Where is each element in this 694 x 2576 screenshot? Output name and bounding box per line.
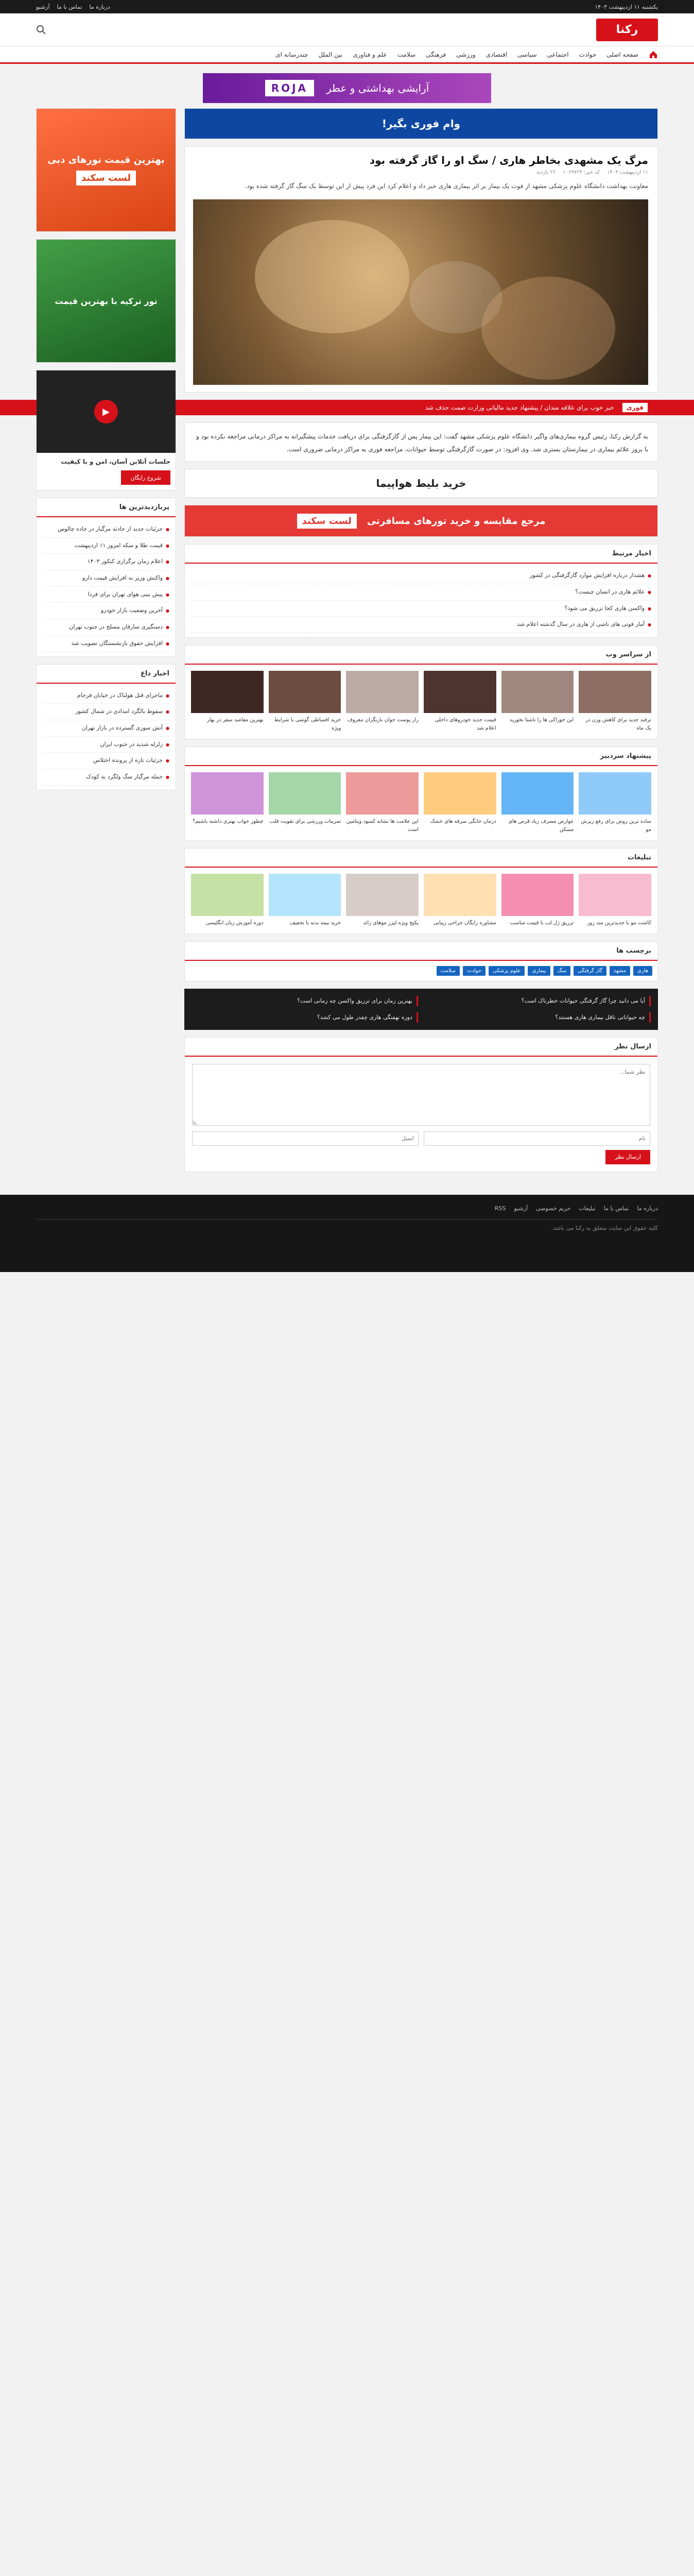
nav-item-politics[interactable]: سیاسی — [517, 50, 537, 58]
tag-item[interactable]: حوادث — [463, 966, 485, 976]
sidebar-tour-ad-brand: لست سکند — [76, 171, 136, 185]
nav-item-home[interactable]: صفحه اصلی — [606, 50, 638, 58]
main-column — [184, 108, 658, 1179]
list-item[interactable]: ● ماجرای قتل هولناک در خیابان فرجام — [43, 688, 169, 704]
home-icon[interactable] — [649, 50, 658, 59]
grid-item[interactable] — [424, 772, 496, 834]
page-container — [36, 108, 658, 1179]
grid-item[interactable] — [579, 772, 651, 834]
grid-item[interactable] — [579, 874, 651, 927]
grid-item-text: پکیج ویژه لیزر موهای زائد — [363, 920, 419, 926]
list-item[interactable]: ● افزایش حقوق بازنشستگان تصویب شد — [43, 636, 169, 652]
tag-item[interactable]: بیماری — [528, 966, 550, 976]
top-news-title — [37, 665, 176, 684]
grid-item-text: درمان خانگی سرفه های خشک — [430, 818, 496, 824]
grid1-title — [185, 646, 657, 665]
article-body-text: به گزارش رکنا، رئیس گروه بیماری‌های واگیر دانشگاه علوم پزشکی مشهد گفت: این بیمار پس از گازگرفتگی برای دریافت خدمات پیشگیرانه به مراکز درمانی مراجعه نکرده بود و با بروز علائم بیماری در بیمارستان بستری شد. وی افزود: در صورت گازگرفتگی توسط حیوانات، مراجعه فوری به مراکز درمانی ضروری است. — [196, 432, 648, 453]
grid2-title — [185, 747, 657, 766]
grid-item[interactable] — [269, 671, 341, 733]
quiz-item[interactable]: بهترین زمان برای تزریق واکسن چه زمانی است؟ — [192, 996, 418, 1006]
sidebar-tour-ad-text: بهترین قیمت تورهای دبی — [47, 155, 165, 165]
grid-item[interactable] — [579, 671, 651, 733]
list-item[interactable]: ● سقوط بالگرد امدادی در شمال کشور — [43, 704, 169, 720]
flight-ad-text: خرید بلیط هواپیما — [376, 477, 466, 490]
grid-item[interactable] — [191, 874, 264, 927]
nav-item-social[interactable]: اجتماعی — [547, 50, 569, 58]
grid-item[interactable] — [346, 671, 419, 733]
top-link-about[interactable]: درباره ما — [89, 3, 110, 10]
grid-item[interactable] — [191, 671, 264, 733]
related-news — [184, 544, 658, 638]
tags-title — [185, 942, 657, 961]
list-item[interactable]: ● اعلام زمان برگزاری کنکور ۱۴۰۳ — [43, 554, 169, 570]
grid-thumb — [346, 671, 419, 713]
grid-item[interactable] — [501, 874, 574, 927]
grid3-title-text: تبلیغات — [627, 853, 651, 861]
related-title-text: اخبار مرتبط — [612, 550, 651, 558]
article-title: مرگ یک مشهدی بخاطر هاری / سگ او را گاز گرفته بود — [369, 154, 648, 166]
grid-item-text: ترفند جدید برای کاهش وزن در یک ماه — [585, 717, 651, 731]
grid-section-1 — [184, 645, 658, 739]
article-code: کد خبر: ۱۰۶۹۷۲۳ — [563, 170, 600, 175]
top-news-title-text: اخبار داغ — [140, 669, 169, 677]
grid-item-text: این علامت ها نشانه کمبود ویتامین است — [346, 818, 419, 833]
grid-thumb — [191, 874, 264, 916]
list-item[interactable]: ● آخرین وضعیت بازار خودرو — [43, 603, 169, 619]
quiz-item[interactable]: چه حیواناتی ناقل بیماری هاری هستند؟ — [424, 1012, 651, 1023]
tags-section — [184, 941, 658, 981]
footer-link[interactable]: تماس با ما — [603, 1205, 629, 1212]
tags-title-text: برچسب ها — [616, 946, 651, 955]
comment-submit-button[interactable]: ارسال نظر — [605, 1150, 650, 1164]
grid-section-3 — [184, 848, 658, 934]
comment-section — [184, 1037, 658, 1172]
grid-item[interactable] — [501, 671, 574, 733]
quiz-box — [184, 989, 658, 1030]
most-viewed-title — [37, 498, 176, 517]
grid-item-text: مشاوره رایگان جراحی زیبایی — [433, 920, 496, 926]
grid-item-text: دوره آموزش زبان انگلیسی — [205, 920, 264, 926]
related-list — [185, 564, 657, 637]
list-item[interactable]: ● آمار فوتی های ناشی از هاری در سال گذشته اعلام شد — [191, 617, 651, 633]
nav-item-economy[interactable]: اقتصادی — [485, 50, 508, 58]
nav-item-multimedia[interactable]: چندرسانه ای — [275, 50, 308, 58]
list-item[interactable]: ● هشدار درباره افزایش موارد گازگرفتگی در کشور — [191, 568, 651, 584]
most-viewed-list — [37, 517, 176, 656]
play-icon[interactable]: ▶ — [94, 400, 118, 423]
footer-link[interactable]: حریم خصوصی — [536, 1205, 571, 1212]
most-viewed-title-text: پربازدیدترین ها — [119, 503, 169, 511]
article-date: ۱۱ اردیبهشت ۱۴۰۳ — [607, 170, 648, 175]
video-player[interactable] — [37, 370, 176, 453]
grid-thumb — [424, 671, 496, 713]
grid-item[interactable] — [191, 772, 264, 834]
site-logo[interactable]: رکنا — [596, 19, 658, 41]
sidebar — [36, 108, 176, 1179]
top-banner-ad[interactable] — [203, 73, 491, 103]
grid-item-text: چطور خواب بهتری داشته باشیم؟ — [193, 818, 264, 824]
article-body — [184, 422, 658, 462]
sidebar-turkey-ad[interactable] — [36, 239, 176, 363]
nav-item-sports[interactable]: ورزشی — [456, 50, 476, 58]
grid-thumb — [346, 874, 419, 916]
comments-title-text: ارسال نظر — [614, 1042, 651, 1050]
grid3-title — [185, 849, 657, 868]
grid1-items — [185, 665, 657, 739]
grid-item[interactable] — [269, 874, 341, 927]
nav-item-tech[interactable]: علم و فناوری — [353, 50, 387, 58]
footer-copyright: کلیه حقوق این سایت متعلق به رکنا می باشد. — [36, 1219, 658, 1231]
grid1-title-text: از سراسر وب — [605, 650, 651, 658]
grid-thumb — [269, 772, 341, 815]
footer-links — [36, 1205, 658, 1212]
grid-item[interactable] — [269, 772, 341, 834]
tag-item[interactable]: هاری — [633, 966, 652, 976]
grid-thumb — [346, 772, 419, 815]
comment-fields-row — [192, 1131, 650, 1146]
nav-item-accidents[interactable]: حوادث — [579, 50, 597, 58]
grid-thumb — [501, 671, 574, 713]
quiz-item[interactable]: دوره نهفتگی هاری چقدر طول می کشد؟ — [192, 1012, 418, 1023]
grid-item-text: ساده ترین روش برای رفع ریزش مو — [581, 818, 651, 833]
grid-thumb — [579, 772, 651, 815]
list-item[interactable]: ● حمله مرگبار سگ ولگرد به کودک — [43, 769, 169, 786]
grid-item-text: تزریق ژل لب با قیمت مناسب — [510, 920, 574, 926]
grid-thumb — [269, 671, 341, 713]
site-header — [0, 13, 694, 46]
grid-section-2 — [184, 747, 658, 841]
tag-item[interactable]: مشهد — [610, 966, 630, 976]
grid2-title-text: پیشنهاد سردبیر — [600, 752, 651, 760]
grid-item[interactable] — [424, 874, 496, 927]
tag-item[interactable]: گاز گرفتگی — [574, 966, 606, 976]
grid-item-text: راز پوست جوان بازیگران معروف — [347, 717, 419, 723]
tour-ad-text: مرجع مقایسه و خرید تورهای مسافرتی — [367, 515, 546, 527]
comment-email-input[interactable] — [192, 1131, 419, 1146]
related-title — [185, 545, 657, 564]
article-lead: معاونت بهداشت دانشگاه علوم پزشکی مشهد از فوت یک بیمار بر اثر بیماری هاری خبر داد و اعلام کرد این فرد پیش از این توسط یک سگ گاز گرفته شده بود. — [245, 182, 648, 190]
top-links — [36, 4, 110, 10]
site-footer — [0, 1195, 694, 1272]
top-news-list — [37, 684, 176, 790]
grid-item-text: کاشت مو با جدیدترین متد روز — [587, 920, 651, 926]
breaking-text: خبر خوب برای علاقه مندان / پیشنهاد جدید مالیاتی وزارت صمت حذف شد — [425, 403, 614, 411]
grid3-items — [185, 868, 657, 934]
tag-item[interactable]: سلامت — [437, 966, 460, 976]
grid-item[interactable] — [424, 671, 496, 733]
grid-item-text: عوارض مصرف زیاد قرص های مسکن — [508, 818, 574, 833]
video-title: جلسات آنلاین آسان، امن و با کیفیت — [61, 458, 170, 465]
footer-link[interactable]: تبلیغات — [579, 1205, 596, 1212]
top-link-archive[interactable]: آرشیو — [36, 3, 50, 10]
grid-thumb — [191, 772, 264, 815]
article-views: ۲۶ بازدید — [536, 170, 556, 175]
nav-item-world[interactable]: بین الملل — [318, 50, 343, 58]
list-item[interactable]: ● واکنش وزیر به افزایش قیمت دارو — [43, 570, 169, 587]
sidebar-video — [36, 370, 176, 490]
grid-thumb — [191, 671, 264, 713]
grid-item[interactable] — [346, 772, 419, 834]
vaam-ad[interactable] — [184, 108, 658, 139]
grid-item-text: خرید بیمه بدنه با تخفیف — [290, 920, 341, 926]
quiz-item[interactable]: آیا می دانید چرا گاز گرفتگی حیوانات خطرناک است؟ — [424, 996, 651, 1006]
grid-item-text: بهترین مقاصد سفر در بهار — [206, 717, 264, 723]
top-news — [36, 664, 176, 790]
grid2-items — [185, 766, 657, 840]
nav-item-culture[interactable]: فرهنگی — [426, 50, 446, 58]
tag-item[interactable]: سگ — [553, 966, 570, 976]
footer-link[interactable]: آرشیو — [514, 1205, 528, 1212]
grid-thumb — [501, 874, 574, 916]
tag-cloud — [185, 961, 657, 981]
article-hero-image — [193, 199, 648, 385]
list-item[interactable]: ● جزئیات جدید از حادثه مرگبار در جاده چالوس — [43, 521, 169, 538]
grid-item-text: قیمت جدید خودروهای داخلی اعلام شد — [435, 717, 496, 731]
top-link-contact[interactable]: تماس با ما — [57, 3, 82, 10]
list-item[interactable]: ● قیمت طلا و سکه امروز ۱۱ اردیبهشت — [43, 538, 169, 554]
vaam-ad-text: وام فوری بگیر! — [381, 117, 461, 130]
banner-text: آرایشی بهداشتی و عطر — [326, 82, 429, 94]
sidebar-turkey-ad-text: تور ترکیه با بهترین قیمت — [55, 296, 158, 306]
comment-form — [185, 1057, 657, 1172]
most-viewed — [36, 498, 176, 657]
nav-item-health[interactable]: سلامت — [397, 50, 416, 58]
tag-item[interactable]: علوم پزشکی — [489, 966, 525, 976]
grid-item[interactable] — [346, 874, 419, 927]
article — [184, 146, 658, 393]
footer-link[interactable]: RSS — [494, 1205, 506, 1212]
list-item[interactable]: ● واکسن هاری کجا تزریق می شود؟ — [191, 601, 651, 617]
comment-name-input[interactable] — [424, 1131, 650, 1146]
breaking-tag: فوری — [622, 403, 648, 412]
list-item[interactable]: ● پیش بینی هوای تهران برای فردا — [43, 587, 169, 603]
grid-item-text: خرید اقساطی گوشی با شرایط ویژه — [274, 717, 341, 731]
list-item[interactable]: ● علائم هاری در انسان چیست؟ — [191, 584, 651, 601]
footer-link[interactable]: درباره ما — [637, 1205, 658, 1212]
tour-ad[interactable] — [184, 505, 658, 537]
grid-thumb — [579, 874, 651, 916]
video-start-button[interactable]: شروع رایگان — [121, 470, 170, 485]
grid-thumb — [501, 772, 574, 815]
top-bar — [0, 0, 694, 13]
grid-thumb — [579, 671, 651, 713]
grid-item[interactable] — [501, 772, 574, 834]
list-item[interactable]: ● زلزله شدید در جنوب ایران — [43, 737, 169, 753]
list-item[interactable]: ● دستگیری سارقان مسلح در جنوب تهران — [43, 619, 169, 636]
grid-thumb — [269, 874, 341, 916]
list-item[interactable]: ● آتش سوزی گسترده در بازار تهران — [43, 720, 169, 737]
main-nav — [0, 46, 694, 64]
grid-thumb — [424, 874, 496, 916]
comments-title — [185, 1038, 657, 1057]
tour-ad-brand: لست سکند — [297, 514, 357, 529]
grid-thumb — [424, 772, 496, 815]
current-date: یکشنبه ۱۱ اردیبهشت ۱۴۰۳ — [595, 3, 658, 10]
article-meta — [185, 170, 657, 180]
search-icon[interactable] — [36, 25, 46, 35]
sidebar-tour-ad[interactable] — [36, 108, 176, 232]
list-item[interactable]: ● جزئیات تازه از پرونده اختلاس — [43, 753, 169, 769]
banner-brand: ROJA — [265, 80, 314, 96]
grid-item-text: این خوراکی ها را ناشتا نخورید — [509, 717, 574, 723]
grid-item-text: تمرینات ورزشی برای تقویت قلب — [269, 818, 341, 824]
flight-ad[interactable] — [184, 469, 658, 498]
comment-textarea[interactable] — [192, 1064, 650, 1126]
